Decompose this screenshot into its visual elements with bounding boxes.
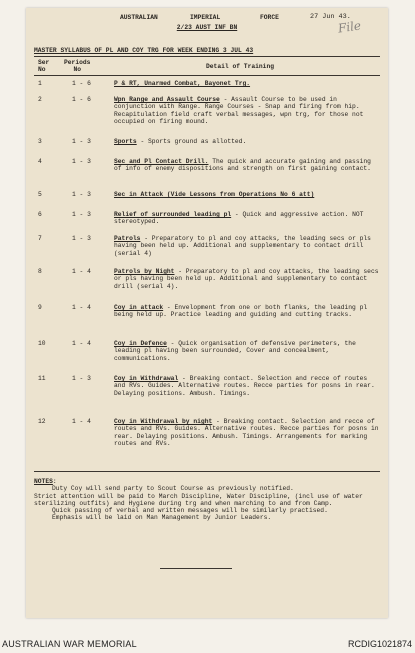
col-detail: Detail of Training xyxy=(206,63,275,70)
row-text: - Envelopment from one or both flanks, the leading pl being held up. Practice leading and guiding and cutting tracks. xyxy=(114,304,368,319)
row-periods: 1 - 4 xyxy=(72,268,91,275)
header-rule-top xyxy=(34,56,380,57)
row-title: Coy in Withdrawal xyxy=(114,375,179,382)
col-ser xyxy=(38,59,49,74)
row-detail xyxy=(114,96,380,125)
row-periods: 1 - 3 xyxy=(72,211,91,218)
row-title: Relief of surrounded leading pl xyxy=(114,211,232,218)
row-text: - Assault Course to be used in conjunction with Range. Range Courses - Snap and firing from hip. Recapitulation field craft verbal messages, wpn trg, for those not occupied on firing mound. xyxy=(114,96,364,125)
row-title: Patrols xyxy=(114,235,141,242)
unit-name: 2/23 AUST INF BN xyxy=(176,24,238,31)
row-detail xyxy=(114,304,380,319)
row-detail xyxy=(114,211,380,226)
row-text: - Quick and aggressive action. NOT stereotyped. xyxy=(114,211,364,226)
notes-colon: : xyxy=(52,478,57,485)
document-date: 27 Jun 43. xyxy=(310,13,351,21)
row-detail xyxy=(114,375,380,397)
row-periods: 1 - 3 xyxy=(72,375,91,382)
row-ser: 3 xyxy=(38,138,42,145)
header-org-2: IMPERIAL xyxy=(190,14,221,21)
col-ser-label: Ser xyxy=(38,59,50,66)
col-periods xyxy=(64,59,90,74)
document-body xyxy=(26,8,388,618)
row-ser: 1 xyxy=(38,80,42,87)
row-detail xyxy=(114,138,380,145)
col-periods-label: Periods xyxy=(64,59,91,66)
row-ser: 8 xyxy=(38,268,42,275)
row-detail xyxy=(114,418,380,447)
row-detail xyxy=(114,158,380,173)
row-periods: 1 - 6 xyxy=(72,80,91,87)
col-ser-no: No xyxy=(38,66,46,74)
row-ser: 7 xyxy=(38,235,42,242)
row-title: P & RT, Unarmed Combat, Bayonet Trg. xyxy=(114,80,251,87)
handwritten-file-note: File xyxy=(337,18,362,36)
row-periods: 1 - 3 xyxy=(72,138,91,145)
row-title: Sports xyxy=(114,138,137,145)
notes-label: NOTES xyxy=(34,478,53,485)
row-text: - Breaking contact. Selection and recce of routes and RVs. Guides. Alternative routes. Recce parties for posns in rear. Delaying positions. Ambush. Timings. xyxy=(114,375,375,397)
header-rule-bottom xyxy=(34,75,380,76)
notes-section xyxy=(34,478,374,522)
footer-id: RCDIG1021874 xyxy=(347,639,412,649)
row-title: Coy in attack xyxy=(114,304,164,311)
header-org-1: AUSTRALIAN xyxy=(120,14,158,21)
row-detail xyxy=(114,340,380,362)
row-detail xyxy=(114,191,380,198)
notes-heading xyxy=(34,478,374,485)
row-text: - Sports ground as allotted. xyxy=(136,138,247,145)
row-periods: 1 - 4 xyxy=(72,304,91,311)
row-periods: 1 - 4 xyxy=(72,340,91,347)
notes-line: Quick passing of verbal and written messages will be similarly practised. xyxy=(52,507,328,515)
notes-line: Duty Coy will send party to Scout Course as previously notified. xyxy=(52,485,294,493)
row-ser: 5 xyxy=(38,191,42,198)
row-periods: 1 - 3 xyxy=(72,235,91,242)
row-title: Coy in Defence xyxy=(114,340,167,347)
row-title: Sec and Pl Contact Drill. xyxy=(114,158,209,165)
row-text: - Quick organisation of defensive perimeters, the leading pl having been surrounded, Cover and concealment, communications. xyxy=(114,340,356,362)
row-ser: 12 xyxy=(38,418,46,425)
notes-line: Emphasis will be laid on Man Management by Junior Leaders. xyxy=(52,514,272,522)
row-ser: 2 xyxy=(38,96,42,103)
row-detail xyxy=(114,80,380,87)
row-ser: 6 xyxy=(38,211,42,218)
row-text: - Preparatory to pl and coy attacks, the leading secs or pls having been held up. Additional and supplementary to contact drill (serial 4) xyxy=(114,235,371,257)
end-rule xyxy=(160,568,232,569)
row-ser: 4 xyxy=(38,158,42,165)
row-detail xyxy=(114,268,380,290)
row-text: - Preparatory to pl and coy attacks, the leading secs or pls having been held up. Additional and supplementary to contact drill (serial 4). xyxy=(114,268,379,290)
table-rule-bottom xyxy=(34,471,380,472)
document-title: MASTER SYLLABUS OF PL AND COY TRG FOR WEEK ENDING 3 JUL 43 xyxy=(34,47,254,54)
row-text: - Breaking contact. Selection and recce of routes and RVs. Guides. Alternative routes. Recce parties for posns in rear. Delaying positions. Ambush. Timings. Arrangements for marking routes and RVs. xyxy=(114,418,379,447)
document-page xyxy=(26,8,388,618)
row-text: The quick and accurate gaining and passing of info of enemy dispositions and strength on first gaining contact. xyxy=(114,158,371,173)
row-periods: 1 - 3 xyxy=(72,158,91,165)
row-ser: 10 xyxy=(38,340,46,347)
row-periods: 1 - 4 xyxy=(72,418,91,425)
row-title: Sec in Attack (Vide Lessons from Operations No 6 att) xyxy=(114,191,315,198)
row-ser: 11 xyxy=(38,375,46,382)
row-title: Coy in Withdrawal by night xyxy=(114,418,213,425)
row-periods: 1 - 6 xyxy=(72,96,91,103)
row-detail xyxy=(114,235,380,257)
row-title: Patrols by Night xyxy=(114,268,175,275)
footer-source: AUSTRALIAN WAR MEMORIAL xyxy=(2,639,137,649)
row-periods: 1 - 3 xyxy=(72,191,91,198)
notes-line: Strict attention will be paid to March Discipline, Water Discipline, (incl use of water sterilizing outfits) and Hygiene during trg and when marching to and from Camp. xyxy=(34,492,363,507)
row-title: Wpn Range and Assault Course xyxy=(114,96,220,103)
row-ser: 9 xyxy=(38,304,42,311)
col-periods-no: No xyxy=(73,66,81,74)
header-org-3: FORCE xyxy=(260,14,279,21)
